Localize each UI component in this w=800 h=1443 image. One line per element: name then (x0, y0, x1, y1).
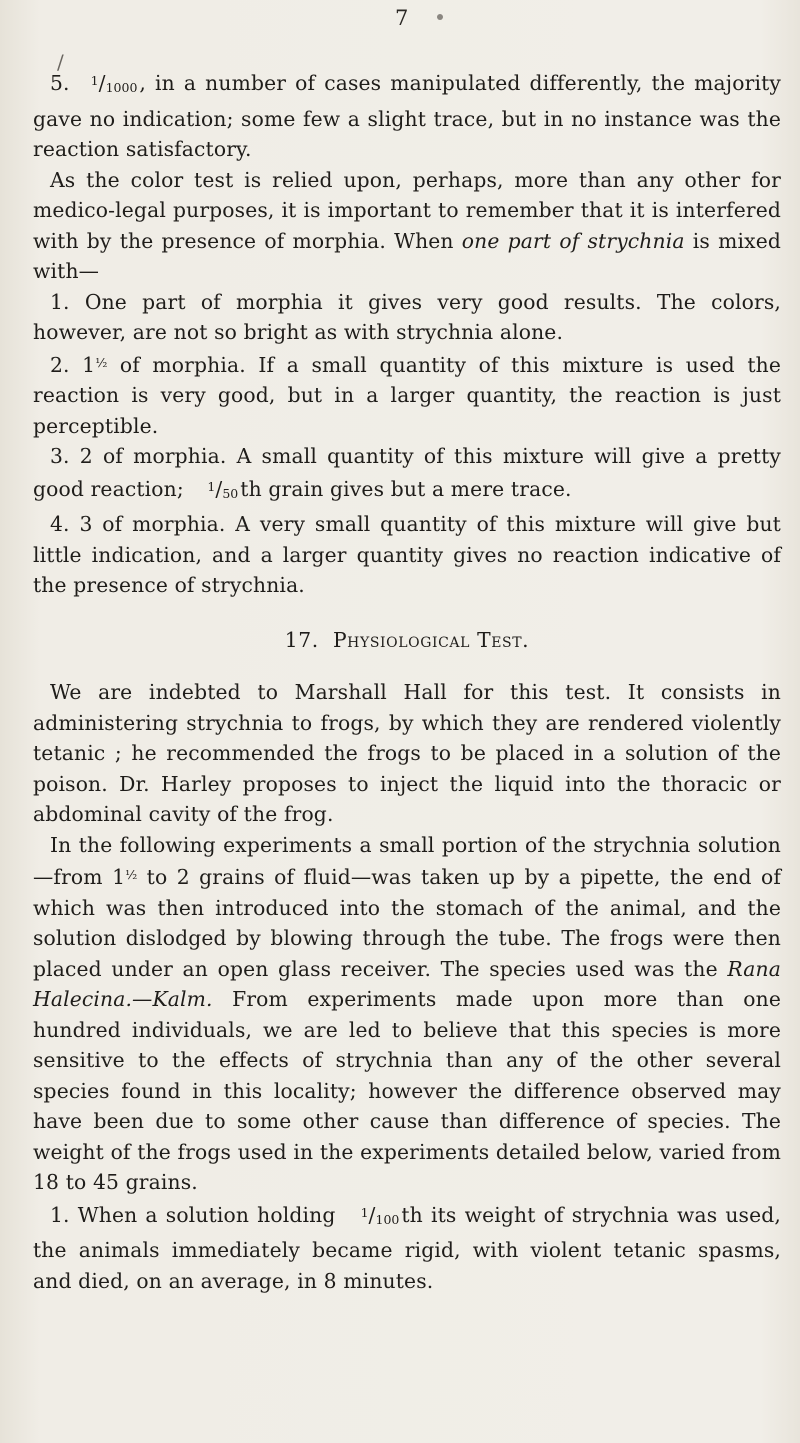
species-name: Rana Halecina.—Kalm. (33, 956, 781, 1011)
list-item-3 (33, 441, 781, 509)
fraction-denominator: 100 (375, 1211, 400, 1227)
paragraph-text: th its weight of strychnia was used, the animals immediately became rigid, with violent tetanic spasms, and died, on an average, in 8 minutes. (33, 1202, 781, 1293)
paragraph-text: to 2 grains of fluid—was taken up by a pipette, the end of which was then introduced into the stomach of the animal, and the solution dislodged by blowing through the tube. The frogs were then placed under an open glass receiver. The species used was the (33, 865, 781, 981)
fraction: ½ (125, 867, 138, 882)
paragraph-text: of morphia. If a small quantity of this mixture is used the reaction is very good, but in a larger quantity, the reaction is just perceptible. (33, 352, 781, 438)
section-title: Physiological Test. (332, 627, 530, 652)
fraction-numerator: 1 (207, 478, 216, 494)
fraction: $^1$/50 (207, 476, 239, 501)
fraction-numerator: 1 (90, 73, 99, 88)
body-text (33, 66, 781, 1296)
page-number: 7 (395, 6, 409, 30)
paragraph-text: As the color test is relied upon, perhaps, more than any other for medico-legal purposes, it is important to remember that it is interfered with by the presence of morphia. When (33, 167, 781, 253)
list-item-1: 1. One part of morphia it gives very good results. The colors, however, are not so bright as with strychnia alone. (33, 289, 781, 344)
paragraph-result-1 (33, 1198, 781, 1297)
paragraph-item-5 (33, 66, 781, 165)
item-lead: 2. 1 (50, 352, 96, 377)
item-number: 5. (50, 71, 70, 95)
paragraph-text: In the following experiments a small portion of the strychnia solution—from 1 (33, 832, 781, 889)
list-item-4: 4. 3 of morphia. A very small quantity of this mixture will give but little indication, and a larger quantity gives no reaction indicative of the presence of strychnia. (33, 512, 781, 597)
paragraph-text: 3. 2 of morphia. A small quantity of this mixture will give a pretty good reaction; (33, 444, 781, 501)
section-heading (33, 625, 781, 656)
fraction-denominator: 1000 (105, 80, 138, 95)
ink-speck (437, 14, 443, 20)
paragraph-experiments (33, 830, 781, 1198)
fraction: $^1$/100 (360, 1202, 400, 1227)
list-item-2 (33, 348, 781, 442)
paragraph-text: 1. When a solution holding (50, 1202, 344, 1227)
fraction: $^1$/1000 (90, 71, 138, 95)
paragraph-text: is mixed with— (33, 228, 782, 283)
paragraph-text: , in a number of cases manipulated differently, the majority gave no indication; some few a slight trace, but in no instance was the reaction satisfactory. (33, 71, 781, 161)
paragraph-marshall-hall: We are indebted to Marshall Hall for this test. It consists in administering strychnia to frogs, by which they are rendered violently tetanic ; he recommended the frogs to be placed in a solution of the poison. Dr. Harley proposes to inject the liquid into the thoracic or abdominal cavity of the frog. (33, 680, 781, 826)
italic-text: one part of strychnia (461, 228, 685, 253)
paragraph-text: th grain gives but a mere trace. (240, 476, 572, 501)
fraction-denominator: 50 (222, 485, 239, 501)
section-number: 17. (284, 627, 319, 652)
margin-mark: / (57, 50, 64, 74)
paragraph-text: From experiments made upon more than one hundred individuals, we are led to believe that this species is more sensitive to the effects of strychnia than any of the other several species found in this locality; however the difference observed may have been due to some other cause than difference of species. The weight of the frogs used in the experiments detailed below, varied from 18 to 45 grains. (33, 987, 781, 1194)
fraction: ½ (95, 354, 108, 370)
paragraph-color-test (33, 165, 781, 287)
fraction-numerator: 1 (360, 1204, 369, 1220)
